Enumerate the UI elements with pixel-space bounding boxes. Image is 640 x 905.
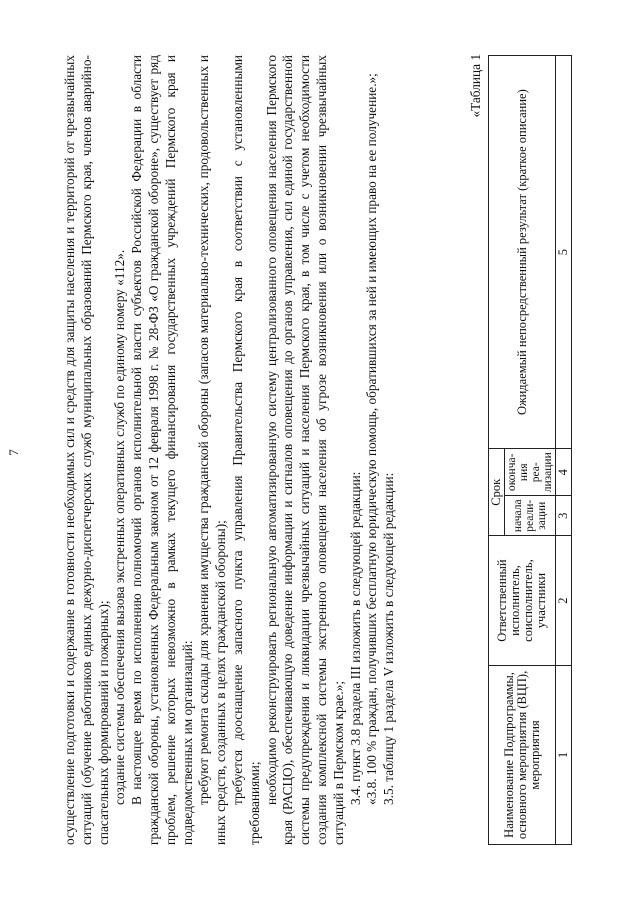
paragraph: 3.4. пункт 3.8 раздела III изложить в следующей редакции: (347, 471, 363, 805)
page-number: 7 (6, 449, 21, 456)
paragraph: требуют ремонта склады для хранения имущества гражданской обороны (запасов материально-технических, продовольственных и иных средств, созданных в целях гражданской обороны); (196, 55, 229, 845)
col-number: 4 (556, 449, 572, 496)
col-number: 1 (556, 665, 572, 844)
paragraph: 3.5. таблицу 1 раздела V изложить в следующей редакции: (381, 472, 397, 805)
table-1 (488, 55, 572, 845)
body-text (62, 55, 398, 845)
paragraph: создание системы обеспечения вызова экстренных оперативных служб по единому номеру «112». (112, 249, 128, 805)
header-start: начала реали-зации (505, 496, 556, 536)
paragraph: «3.8. 100 % граждан, получивших бесплатную юридическую помощь, обратившихся за ней и имеющих право на ее получение.»; (364, 73, 380, 805)
header-term: Срок (489, 449, 505, 536)
header-name: Наименование Подпрограммы, основного мероприятия (ВЦП), мероприятия (489, 665, 556, 844)
header-result: Ожидаемый непосредственный результат (краткое описание) (489, 56, 556, 449)
paragraph: необходимо реконструировать региональную автоматизированную систему централизованного оповещения населения Пермского края (РАСЦО), обеспечивающую доведение информации и сигналов оповещения до органов управления, сил единой государственной системы предупреждения и ликвидации чрезвычайных ситуаций и населения Пермского края, в том числе с учетом необходимости создания комплексной системы экстренного оповещения населения об угрозе возникновения или о возникновении чрезвычайных ситуаций в Пермском крае.»; (263, 55, 346, 845)
header-executor: Ответственный исполнитель, соисполнитель, участники (489, 536, 556, 666)
col-number: 2 (556, 536, 572, 666)
col-number: 5 (556, 56, 572, 449)
paragraph: В настоящее время по исполнению полномочий органов исполнительной власти субъектов Российской Федерации в области гражданской обороны, установленных Федеральным законом от 12 февраля 1998 г. № 28-ФЗ «О гражданской обороне», существует ряд проблем, решение которых невозможно в рамках текущего финансирования государственных учреждений Пермского края и подведомственных им организаций: (129, 55, 195, 845)
paragraph: осуществление подготовки и содержание в готовности необходимых сил и средств для защиты населения и территорий от чрезвычайных ситуаций (обучение работников единых дежурно-диспетчерских служб муниципальных образований Пермского края, членов аварийно-спасательных формирований и пожарных); (62, 55, 111, 845)
table-header-row (489, 56, 505, 845)
table-caption: «Таблица 1 (468, 54, 483, 118)
paragraph: требуется дооснащение запасного пункта управления Правительства Пермского края в соответствии с установленными требованиями; (229, 55, 262, 845)
table-number-row (556, 56, 572, 845)
col-number: 3 (556, 496, 572, 536)
header-end: оконча-ния реа-лизации (505, 449, 556, 496)
